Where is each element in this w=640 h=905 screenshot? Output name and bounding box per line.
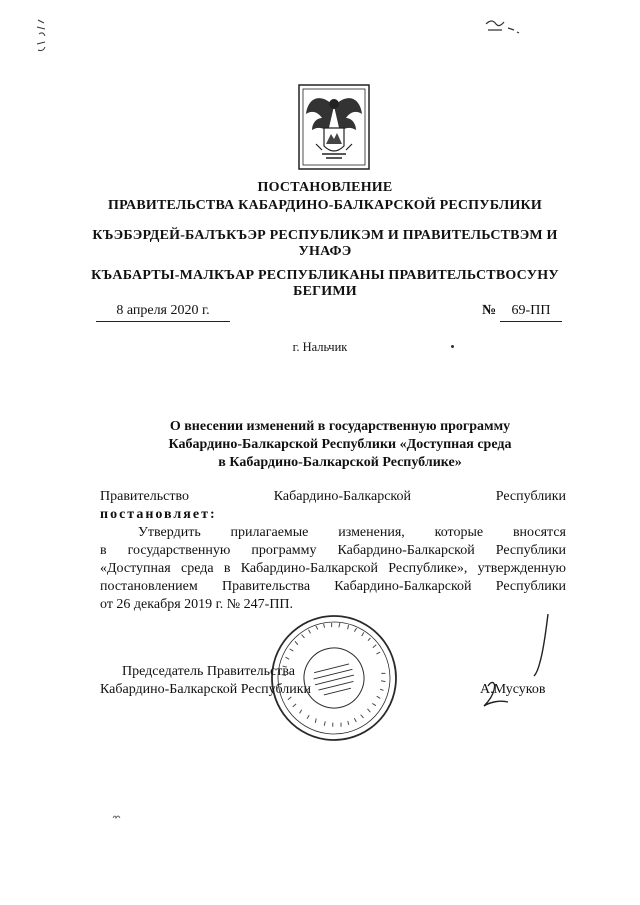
corner-handwritten-mark bbox=[484, 16, 524, 38]
body-line-3: Утвердить прилагаемые изменения, которые вносятся bbox=[138, 525, 566, 540]
subject-line-2: Кабардино-Балкарской Республики «Доступная среда bbox=[168, 437, 512, 452]
document-number: 69-ПП bbox=[500, 303, 562, 322]
subject-line-1: О внесении изменений в государственную программу bbox=[169, 419, 511, 434]
signer-position-line-1: Председатель Правительства bbox=[122, 664, 295, 679]
title-kabardian: КЪЭБЭРДЕЙ-БАЛЪКЪЭР РЕСПУБЛИКЭМ И ПРАВИТЕЛЬСТВЭМ И УНАФЭ bbox=[92, 228, 558, 259]
body-line-7: от 26 декабря 2019 г. № 247-ПП. bbox=[100, 597, 294, 612]
body-decree-word: постановляет: bbox=[100, 507, 217, 522]
title-government-ru: ПРАВИТЕЛЬСТВА КАБАРДИНО-БАЛКАРСКОЙ РЕСПУБЛИКИ bbox=[107, 198, 543, 213]
coat-of-arms-icon bbox=[298, 84, 370, 170]
title-karachay-balkar: КЪАБАРТЫ-МАЛКЪАР РЕСПУБЛИКАНЫ ПРАВИТЕЛЬСТВОСУНУ БЕГИМИ bbox=[91, 268, 559, 299]
handwritten-signature-icon bbox=[474, 610, 564, 720]
city-label: г. Нальчик bbox=[292, 340, 348, 354]
stray-dot-mark bbox=[451, 345, 454, 348]
subject-line-3: в Кабардино-Балкарской Республике» bbox=[218, 455, 462, 470]
margin-note-mark bbox=[34, 18, 50, 58]
body-line-4: в государственную программу Кабардино-Балкарской Республики bbox=[100, 543, 566, 558]
number-label: № bbox=[482, 303, 497, 318]
body-line-6: постановлением Правительства Кабардино-Балкарской Республики bbox=[100, 579, 566, 594]
body-line-5: «Доступная среда в Кабардино-Балкарской Республике», утвержденную bbox=[100, 561, 566, 576]
signer-position-line-2: Кабардино-Балкарской Республики bbox=[100, 682, 311, 697]
signer-name: А.Мусуков bbox=[480, 682, 546, 697]
bottom-margin-mark bbox=[112, 812, 122, 820]
document-date: 8 апреля 2020 г. bbox=[96, 303, 230, 322]
body-line-1: Правительство Кабардино-Балкарской Республики bbox=[100, 489, 566, 504]
title-postanovlenie: ПОСТАНОВЛЕНИЕ bbox=[257, 180, 393, 195]
